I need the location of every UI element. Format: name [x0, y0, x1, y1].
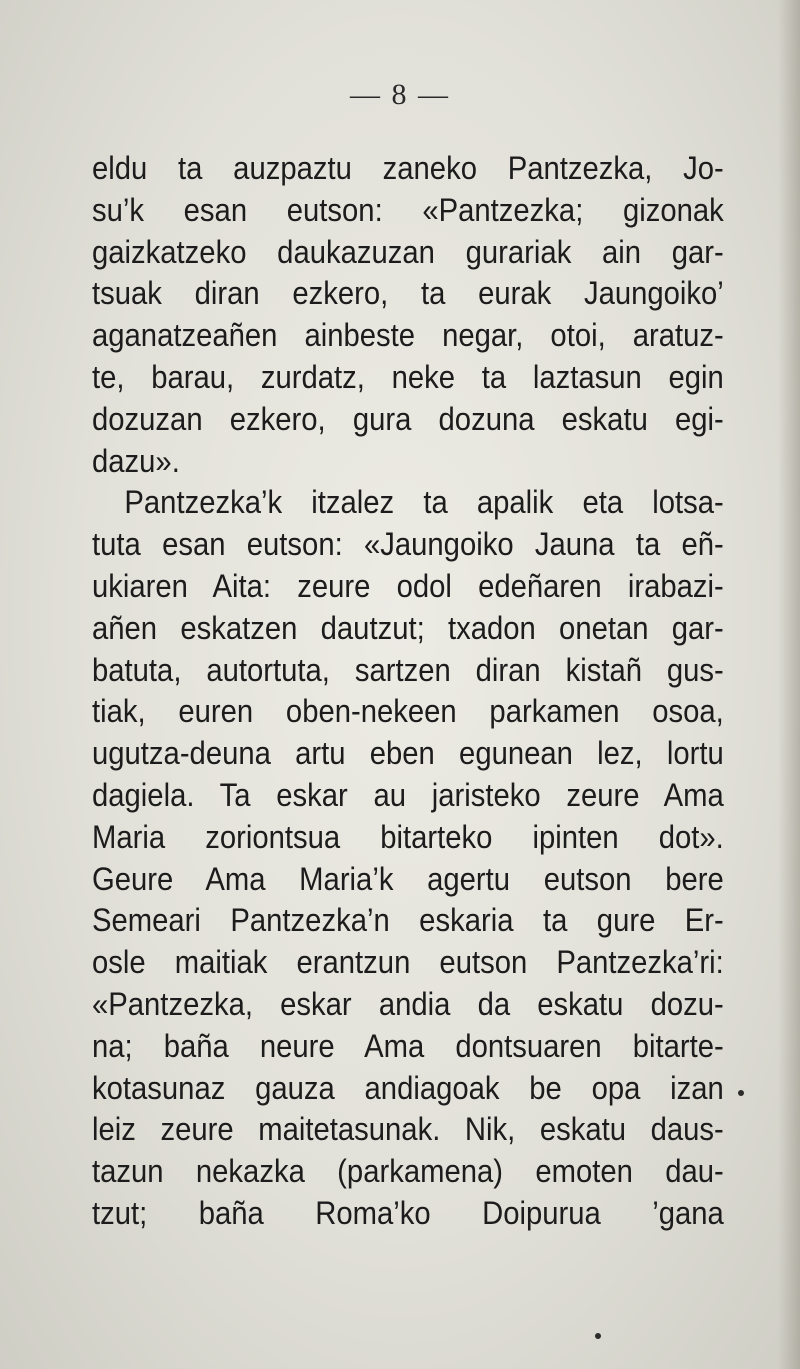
text-line: tuta esan eutson: «Jaungoiko Jauna ta eñ-: [92, 526, 724, 563]
text-line: dazu».: [92, 442, 180, 479]
ink-speck: [595, 1333, 601, 1339]
page-number: — 8 —: [350, 78, 450, 111]
text-line: na; baña neure Ama dontsuaren bitarte-: [92, 1027, 724, 1064]
text-line: kotasunaz gauza andiagoak be opa izan: [92, 1069, 724, 1106]
text-line: dozuzan ezkero, gura dozuna eskatu egi-: [92, 400, 724, 437]
text-line: tsuak diran ezkero, ta eurak Jaungoiko’: [92, 275, 724, 312]
text-line: Geure Ama Maria’k agertu eutson bere: [92, 860, 724, 897]
text-line: eldu ta auzpaztu zaneko Pantzezka, Jo-: [92, 150, 724, 186]
text-line: añen eskatzen dautzut; txadon onetan gar-: [92, 609, 724, 646]
text-line: Semeari Pantzezka’n eskaria ta gure Er-: [92, 902, 724, 939]
text-line: leiz zeure maitetasunak. Nik, eskatu daus-: [92, 1111, 724, 1148]
text-line: tiak, euren oben-nekeen parkamen osoa,: [92, 693, 724, 730]
text-line: aganatzeañen ainbeste negar, otoi, aratuz-: [92, 317, 724, 354]
text-line: te, barau, zurdatz, neke ta laztasun egin: [92, 358, 724, 395]
text-line: gaizkatzeko daukazuzan gurariak ain gar-: [92, 233, 724, 270]
ink-speck: [738, 1090, 744, 1096]
text-line: osle maitiak erantzun eutson Pantzezka’ri:: [92, 944, 724, 981]
text-line: ukiaren Aita: zeure odol edeñaren irabazi-: [92, 567, 724, 604]
body-text: [92, 148, 724, 1235]
text-line: Pantzezka’k itzalez ta apalik eta lotsa-: [124, 484, 724, 521]
text-line: «Pantzezka, eskar andia da eskatu dozu-: [92, 985, 724, 1022]
text-line: ugutza-deuna artu eben egunean lez, lortu: [92, 735, 724, 772]
page-edge-shadow: [778, 0, 800, 1369]
text-line: tzut; baña Roma’ko Doipurua ’gana: [92, 1194, 724, 1231]
text-line: tazun nekazka (parkamena) emoten dau-: [92, 1153, 724, 1190]
text-line: Maria zoriontsua bitarteko ipinten dot».: [92, 818, 724, 855]
text-line: su’k esan eutson: «Pantzezka; gizonak: [92, 191, 724, 228]
text-line: dagiela. Ta eskar au jaristeko zeure Ama: [92, 776, 724, 813]
text-line: batuta, autortuta, sartzen diran kistañ gus-: [92, 651, 724, 688]
